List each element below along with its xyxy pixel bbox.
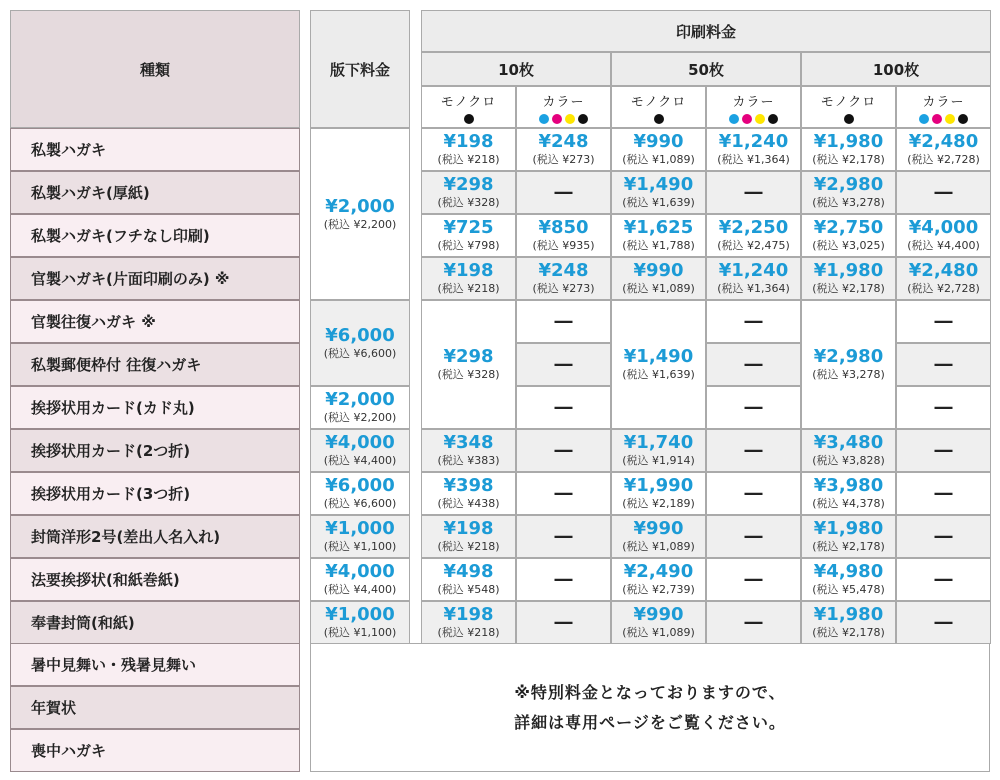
header-print-label: 印刷料金 bbox=[675, 22, 736, 41]
mono-ink-dots bbox=[844, 114, 854, 124]
print-price-na bbox=[896, 300, 991, 343]
row-label-text: 年賀状 bbox=[31, 699, 77, 717]
print-price bbox=[516, 214, 611, 257]
price: ¥198 bbox=[443, 604, 494, 625]
row-label bbox=[10, 558, 300, 601]
yellow-ink-dot bbox=[565, 114, 575, 124]
cyan-ink-dot bbox=[919, 114, 929, 124]
color-label: カラー bbox=[732, 94, 775, 110]
tax-included-price: (税込 ¥2,178) bbox=[812, 153, 885, 166]
price: ¥2,250 bbox=[718, 217, 789, 238]
header-qty50 bbox=[611, 52, 801, 86]
tax-included-price: (税込 ¥1,089) bbox=[622, 626, 695, 639]
print-price bbox=[801, 601, 896, 644]
print-price-na bbox=[896, 515, 991, 558]
plate-price bbox=[310, 386, 410, 429]
price: ¥2,480 bbox=[908, 131, 979, 152]
row-label bbox=[10, 601, 300, 644]
dash: ― bbox=[554, 354, 573, 375]
print-price bbox=[706, 214, 801, 257]
print-price-na bbox=[516, 515, 611, 558]
print-price-na bbox=[896, 472, 991, 515]
print-price bbox=[611, 300, 706, 429]
tax-included-price: (税込 ¥3,025) bbox=[812, 239, 885, 252]
price: ¥198 bbox=[443, 131, 494, 152]
price: ¥1,490 bbox=[623, 174, 694, 195]
price: ¥198 bbox=[443, 518, 494, 539]
tax-included-price: (税込 ¥328) bbox=[437, 196, 500, 209]
row-label-text: 私製ハガキ bbox=[31, 141, 107, 159]
print-price bbox=[421, 257, 516, 300]
price: ¥2,980 bbox=[813, 174, 884, 195]
print-price-na bbox=[896, 171, 991, 214]
tax-included-price: (税込 ¥1,089) bbox=[622, 153, 695, 166]
row-label bbox=[10, 686, 300, 729]
dash: ― bbox=[744, 397, 763, 418]
price: ¥990 bbox=[633, 131, 684, 152]
dash: ― bbox=[744, 354, 763, 375]
dash: ― bbox=[554, 569, 573, 590]
print-price bbox=[611, 601, 706, 644]
quantity-label: 50枚 bbox=[688, 60, 724, 79]
dash: ― bbox=[554, 526, 573, 547]
print-price-na bbox=[706, 515, 801, 558]
print-price bbox=[611, 515, 706, 558]
print-price bbox=[421, 601, 516, 644]
row-label-text: 奉書封筒(和紙) bbox=[31, 614, 135, 632]
header-color bbox=[516, 86, 611, 128]
tax-included-price: (税込 ¥2,178) bbox=[812, 282, 885, 295]
price: ¥6,000 bbox=[325, 324, 395, 346]
tax-included-price: (税込 ¥328) bbox=[437, 368, 500, 381]
print-price bbox=[421, 429, 516, 472]
row-label bbox=[10, 729, 300, 772]
tax-included-price: (税込 ¥1,639) bbox=[622, 196, 695, 209]
tax-included-price: (税込 ¥3,828) bbox=[812, 454, 885, 467]
print-price bbox=[801, 515, 896, 558]
header-color bbox=[896, 86, 991, 128]
dash: ― bbox=[934, 311, 953, 332]
mono-ink-dots bbox=[654, 114, 664, 124]
price: ¥2,980 bbox=[813, 346, 884, 367]
tax-included-price: (税込 ¥935) bbox=[532, 239, 595, 252]
price: ¥1,990 bbox=[623, 475, 694, 496]
print-price bbox=[801, 128, 896, 171]
row-label-text: 私製郵便枠付 往復ハガキ bbox=[31, 356, 202, 374]
price: ¥1,740 bbox=[623, 432, 694, 453]
print-price-na bbox=[706, 300, 801, 343]
print-price bbox=[801, 558, 896, 601]
row-label-text: 官製往復ハガキ ※ bbox=[31, 313, 156, 331]
tax-included-price: (税込 ¥6,600) bbox=[323, 497, 397, 510]
tax-included-price: (税込 ¥2,200) bbox=[323, 411, 397, 424]
row-label-text: 私製ハガキ(フチなし印刷) bbox=[31, 227, 210, 245]
header-color bbox=[706, 86, 801, 128]
tax-included-price: (税込 ¥2,728) bbox=[907, 153, 980, 166]
tax-included-price: (税込 ¥1,100) bbox=[323, 540, 397, 553]
price: ¥2,480 bbox=[908, 260, 979, 281]
print-price bbox=[611, 128, 706, 171]
print-price bbox=[706, 128, 801, 171]
plate-price bbox=[310, 472, 410, 515]
tax-included-price: (税込 ¥218) bbox=[437, 282, 500, 295]
print-price bbox=[611, 558, 706, 601]
price: ¥298 bbox=[443, 174, 494, 195]
tax-included-price: (税込 ¥1,364) bbox=[717, 153, 790, 166]
price: ¥1,240 bbox=[718, 131, 789, 152]
print-price-na bbox=[896, 429, 991, 472]
tax-included-price: (税込 ¥4,400) bbox=[907, 239, 980, 252]
header-mono bbox=[421, 86, 516, 128]
price: ¥198 bbox=[443, 260, 494, 281]
black-ink-dot bbox=[958, 114, 968, 124]
dash: ― bbox=[744, 311, 763, 332]
dash: ― bbox=[554, 612, 573, 633]
special-price-note bbox=[310, 643, 990, 772]
tax-included-price: (税込 ¥1,788) bbox=[622, 239, 695, 252]
print-price bbox=[801, 429, 896, 472]
tax-included-price: (税込 ¥3,278) bbox=[812, 196, 885, 209]
dash: ― bbox=[744, 483, 763, 504]
print-price-na bbox=[706, 386, 801, 429]
print-price-na bbox=[706, 343, 801, 386]
dash: ― bbox=[934, 569, 953, 590]
magenta-ink-dot bbox=[932, 114, 942, 124]
print-price bbox=[896, 257, 991, 300]
tax-included-price: (税込 ¥1,914) bbox=[622, 454, 695, 467]
price: ¥725 bbox=[443, 217, 494, 238]
price: ¥1,625 bbox=[623, 217, 694, 238]
header-qty100 bbox=[801, 52, 991, 86]
print-price bbox=[421, 128, 516, 171]
mono-label: モノクロ bbox=[820, 94, 877, 110]
tax-included-price: (税込 ¥1,364) bbox=[717, 282, 790, 295]
tax-included-price: (税込 ¥4,400) bbox=[323, 583, 397, 596]
black-ink-dot bbox=[654, 114, 664, 124]
row-label bbox=[10, 515, 300, 558]
color-label: カラー bbox=[542, 94, 585, 110]
quantity-label: 10枚 bbox=[498, 60, 534, 79]
tax-included-price: (税込 ¥2,728) bbox=[907, 282, 980, 295]
print-price bbox=[516, 128, 611, 171]
plate-price bbox=[310, 300, 410, 386]
header-kind-label: 種類 bbox=[139, 60, 170, 79]
row-label bbox=[10, 643, 300, 686]
print-price-na bbox=[516, 386, 611, 429]
row-label-text: 喪中ハガキ bbox=[31, 742, 107, 760]
tax-included-price: (税込 ¥218) bbox=[437, 626, 500, 639]
tax-included-price: (税込 ¥2,178) bbox=[812, 626, 885, 639]
tax-included-price: (税込 ¥5,478) bbox=[812, 583, 885, 596]
tax-included-price: (税込 ¥548) bbox=[437, 583, 500, 596]
dash: ― bbox=[744, 612, 763, 633]
dash: ― bbox=[554, 440, 573, 461]
cyan-ink-dot bbox=[729, 114, 739, 124]
print-price-na bbox=[706, 472, 801, 515]
price: ¥3,480 bbox=[813, 432, 884, 453]
dash: ― bbox=[934, 612, 953, 633]
row-label-text: 法要挨拶状(和紙巻紙) bbox=[31, 571, 180, 589]
print-price bbox=[611, 214, 706, 257]
dash: ― bbox=[934, 182, 953, 203]
tax-included-price: (税込 ¥4,400) bbox=[323, 454, 397, 467]
price: ¥1,000 bbox=[325, 518, 395, 539]
row-label bbox=[10, 429, 300, 472]
price: ¥1,240 bbox=[718, 260, 789, 281]
price: ¥850 bbox=[538, 217, 589, 238]
header-mono bbox=[801, 86, 896, 128]
tax-included-price: (税込 ¥1,100) bbox=[323, 626, 397, 639]
tax-included-price: (税込 ¥4,378) bbox=[812, 497, 885, 510]
plate-price bbox=[310, 558, 410, 601]
print-price bbox=[611, 257, 706, 300]
price: ¥1,000 bbox=[325, 604, 395, 625]
price: ¥2,750 bbox=[813, 217, 884, 238]
print-price bbox=[801, 214, 896, 257]
row-label-text: 封筒洋形2号(差出人名入れ) bbox=[31, 528, 221, 546]
header-print bbox=[421, 10, 991, 52]
magenta-ink-dot bbox=[742, 114, 752, 124]
tax-included-price: (税込 ¥2,200) bbox=[323, 217, 397, 231]
print-price-na bbox=[706, 171, 801, 214]
yellow-ink-dot bbox=[945, 114, 955, 124]
dash: ― bbox=[934, 483, 953, 504]
print-price bbox=[706, 257, 801, 300]
black-ink-dot bbox=[578, 114, 588, 124]
note-line-1: ※特別料金となっておりますので、 bbox=[514, 682, 786, 702]
dash: ― bbox=[554, 311, 573, 332]
mono-label: モノクロ bbox=[440, 94, 497, 110]
dash: ― bbox=[554, 397, 573, 418]
dash: ― bbox=[744, 526, 763, 547]
price: ¥1,980 bbox=[813, 518, 884, 539]
tax-included-price: (税込 ¥798) bbox=[437, 239, 500, 252]
tax-included-price: (税込 ¥218) bbox=[437, 153, 500, 166]
tax-included-price: (税込 ¥1,089) bbox=[622, 540, 695, 553]
tax-included-price: (税込 ¥1,639) bbox=[622, 368, 695, 381]
print-price bbox=[611, 429, 706, 472]
print-price-na bbox=[516, 429, 611, 472]
header-plate-label: 版下料金 bbox=[329, 60, 390, 79]
plate-price bbox=[310, 128, 410, 300]
tax-included-price: (税込 ¥1,089) bbox=[622, 282, 695, 295]
price: ¥990 bbox=[633, 518, 684, 539]
print-price-na bbox=[896, 386, 991, 429]
row-label-text: 挨拶状用カード(3つ折) bbox=[31, 485, 191, 503]
print-price bbox=[516, 257, 611, 300]
price: ¥1,980 bbox=[813, 260, 884, 281]
print-price-na bbox=[516, 472, 611, 515]
print-price bbox=[421, 214, 516, 257]
price: ¥4,000 bbox=[325, 561, 395, 582]
tax-included-price: (税込 ¥273) bbox=[532, 282, 595, 295]
dash: ― bbox=[744, 440, 763, 461]
price: ¥1,980 bbox=[813, 131, 884, 152]
print-price bbox=[421, 472, 516, 515]
price: ¥990 bbox=[633, 604, 684, 625]
price: ¥4,000 bbox=[908, 217, 979, 238]
plate-price bbox=[310, 429, 410, 472]
dash: ― bbox=[554, 483, 573, 504]
print-price-na bbox=[706, 601, 801, 644]
row-label bbox=[10, 386, 300, 429]
dash: ― bbox=[934, 354, 953, 375]
cyan-ink-dot bbox=[539, 114, 549, 124]
print-price bbox=[421, 558, 516, 601]
price: ¥1,490 bbox=[623, 346, 694, 367]
tax-included-price: (税込 ¥273) bbox=[532, 153, 595, 166]
cmyk-ink-dots bbox=[539, 114, 588, 124]
print-price-na bbox=[516, 300, 611, 343]
print-price-na bbox=[516, 343, 611, 386]
price: ¥4,000 bbox=[325, 432, 395, 453]
print-price bbox=[801, 257, 896, 300]
print-price bbox=[896, 128, 991, 171]
black-ink-dot bbox=[844, 114, 854, 124]
header-kind bbox=[10, 10, 300, 128]
yellow-ink-dot bbox=[755, 114, 765, 124]
price: ¥1,980 bbox=[813, 604, 884, 625]
print-price-na bbox=[896, 601, 991, 644]
print-price bbox=[421, 515, 516, 558]
mono-ink-dots bbox=[464, 114, 474, 124]
price: ¥298 bbox=[443, 346, 494, 367]
row-label bbox=[10, 343, 300, 386]
print-price-na bbox=[516, 171, 611, 214]
tax-included-price: (税込 ¥3,278) bbox=[812, 368, 885, 381]
row-label bbox=[10, 214, 300, 257]
price: ¥248 bbox=[538, 260, 589, 281]
price: ¥990 bbox=[633, 260, 684, 281]
print-price-na bbox=[706, 558, 801, 601]
tax-included-price: (税込 ¥2,475) bbox=[717, 239, 790, 252]
print-price-na bbox=[896, 558, 991, 601]
color-label: カラー bbox=[922, 94, 965, 110]
quantity-label: 100枚 bbox=[872, 60, 920, 79]
row-label-text: 挨拶状用カード(2つ折) bbox=[31, 442, 191, 460]
print-price-na bbox=[516, 558, 611, 601]
price: ¥248 bbox=[538, 131, 589, 152]
price: ¥2,000 bbox=[325, 389, 395, 410]
print-price bbox=[801, 300, 896, 429]
dash: ― bbox=[744, 182, 763, 203]
black-ink-dot bbox=[768, 114, 778, 124]
black-ink-dot bbox=[464, 114, 474, 124]
print-price bbox=[896, 214, 991, 257]
row-label bbox=[10, 171, 300, 214]
row-label-text: 私製ハガキ(厚紙) bbox=[31, 184, 150, 202]
row-label bbox=[10, 128, 300, 171]
header-plate bbox=[310, 10, 410, 128]
price: ¥398 bbox=[443, 475, 494, 496]
header-mono bbox=[611, 86, 706, 128]
print-price-na bbox=[896, 343, 991, 386]
dash: ― bbox=[934, 526, 953, 547]
row-label-text: 挨拶状用カード(カド丸) bbox=[31, 399, 195, 417]
row-label bbox=[10, 257, 300, 300]
print-price bbox=[611, 472, 706, 515]
plate-price bbox=[310, 515, 410, 558]
price: ¥2,490 bbox=[623, 561, 694, 582]
dash: ― bbox=[934, 440, 953, 461]
price: ¥4,980 bbox=[813, 561, 884, 582]
plate-price bbox=[310, 601, 410, 644]
cmyk-ink-dots bbox=[919, 114, 968, 124]
tax-included-price: (税込 ¥218) bbox=[437, 540, 500, 553]
print-price bbox=[611, 171, 706, 214]
price: ¥348 bbox=[443, 432, 494, 453]
header-qty10 bbox=[421, 52, 611, 86]
print-price bbox=[801, 171, 896, 214]
tax-included-price: (税込 ¥383) bbox=[437, 454, 500, 467]
price: ¥6,000 bbox=[325, 475, 395, 496]
magenta-ink-dot bbox=[552, 114, 562, 124]
tax-included-price: (税込 ¥6,600) bbox=[323, 346, 397, 360]
row-label bbox=[10, 472, 300, 515]
dash: ― bbox=[934, 397, 953, 418]
note-line-2: 詳細は専用ページをご覧ください。 bbox=[514, 712, 786, 732]
print-price bbox=[421, 300, 516, 429]
tax-included-price: (税込 ¥438) bbox=[437, 497, 500, 510]
print-price bbox=[421, 171, 516, 214]
row-label-text: 官製ハガキ(片面印刷のみ) ※ bbox=[31, 270, 230, 288]
dash: ― bbox=[554, 182, 573, 203]
mono-label: モノクロ bbox=[630, 94, 687, 110]
print-price-na bbox=[706, 429, 801, 472]
price: ¥498 bbox=[443, 561, 494, 582]
dash: ― bbox=[744, 569, 763, 590]
row-label-text: 暑中見舞い・残暑見舞い bbox=[31, 656, 197, 674]
price: ¥3,980 bbox=[813, 475, 884, 496]
row-label bbox=[10, 300, 300, 343]
print-price bbox=[801, 472, 896, 515]
tax-included-price: (税込 ¥2,189) bbox=[622, 497, 695, 510]
cmyk-ink-dots bbox=[729, 114, 778, 124]
price: ¥2,000 bbox=[325, 195, 395, 217]
tax-included-price: (税込 ¥2,178) bbox=[812, 540, 885, 553]
tax-included-price: (税込 ¥2,739) bbox=[622, 583, 695, 596]
print-price-na bbox=[516, 601, 611, 644]
